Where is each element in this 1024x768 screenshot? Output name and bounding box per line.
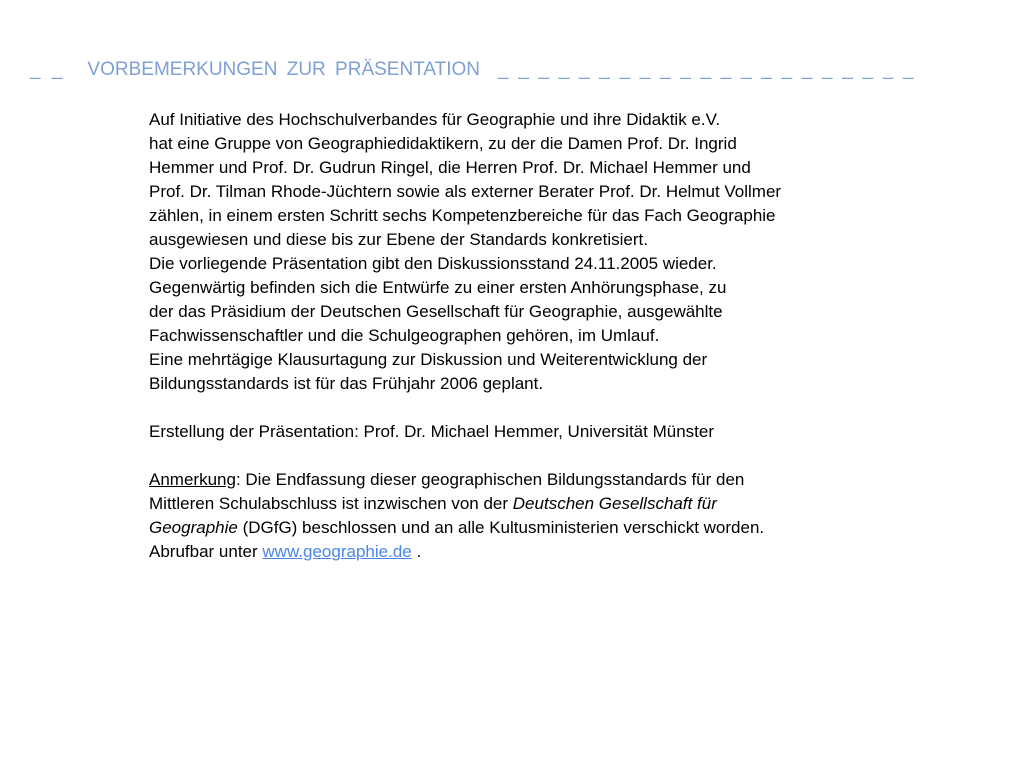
intro-line: zählen, in einem ersten Schritt sechs Kompetenzbereiche für das Fach Geographie	[149, 206, 776, 225]
paragraph-spacer	[149, 444, 909, 468]
note-line	[149, 516, 909, 540]
intro-line: Bildungsstandards ist für das Frühjahr 2006 geplant.	[149, 374, 544, 393]
credits-line: Erstellung der Präsentation: Prof. Dr. Michael Hemmer, Universität Münster	[149, 422, 714, 441]
intro-line: Hemmer und Prof. Dr. Gudrun Ringel, die Herren Prof. Dr. Michael Hemmer und	[149, 158, 751, 177]
intro-line: der das Präsidium der Deutschen Gesellschaft für Geographie, ausgewählte	[149, 302, 723, 321]
note-text: : Die Endfassung dieser geographischen Bildungsstandards für den	[235, 470, 745, 489]
paragraph-spacer	[149, 396, 909, 420]
note-line	[149, 540, 909, 564]
intro-line: Auf Initiative des Hochschulverbandes für Geographie und ihre Didaktik e.V.	[149, 110, 721, 129]
slide-header	[30, 53, 990, 81]
intro-line: Fachwissenschaftler und die Schulgeographen gehören, im Umlauf.	[149, 326, 660, 345]
slide-body	[149, 108, 909, 564]
intro-line: Prof. Dr. Tilman Rhode-Jüchtern sowie als externer Berater Prof. Dr. Helmut Vollmer	[149, 182, 782, 201]
credits-paragraph	[149, 420, 909, 444]
note-paragraph	[149, 468, 909, 564]
header-dashes-right: _ _ _ _ _ _ _ _ _ _ _ _ _ _ _ _ _ _ _ _ _	[498, 59, 916, 80]
header-dashes-left: _ _	[30, 59, 66, 80]
slide-title: VORBEMERKUNGEN ZUR PRÄSENTATION	[87, 59, 481, 80]
note-italic-text: Deutschen Gesellschaft für	[512, 494, 717, 513]
note-label: Anmerkung	[149, 470, 236, 489]
intro-line: ausgewiesen und diese bis zur Ebene der Standards konkretisiert.	[149, 230, 648, 249]
note-text: Mittleren Schulabschluss ist inzwischen von der	[149, 494, 513, 513]
note-text: Abrufbar unter	[149, 542, 263, 561]
note-line	[149, 468, 909, 492]
intro-line: Eine mehrtägige Klausurtagung zur Diskussion und Weiterentwicklung der	[149, 350, 708, 369]
note-line	[149, 492, 909, 516]
note-italic-text: Geographie	[149, 518, 238, 537]
note-text: .	[411, 542, 422, 561]
intro-line: Gegenwärtig befinden sich die Entwürfe zu einer ersten Anhörungsphase, zu	[149, 278, 727, 297]
intro-line: hat eine Gruppe von Geographiedidaktikern, zu der die Damen Prof. Dr. Ingrid	[149, 134, 737, 153]
geographie-link[interactable]: www.geographie.de	[262, 542, 412, 561]
intro-line: Die vorliegende Präsentation gibt den Diskussionsstand 24.11.2005 wieder.	[149, 254, 717, 273]
note-text: (DGfG) beschlossen und an alle Kultusministerien verschickt worden.	[237, 518, 765, 537]
intro-paragraph	[149, 108, 909, 396]
